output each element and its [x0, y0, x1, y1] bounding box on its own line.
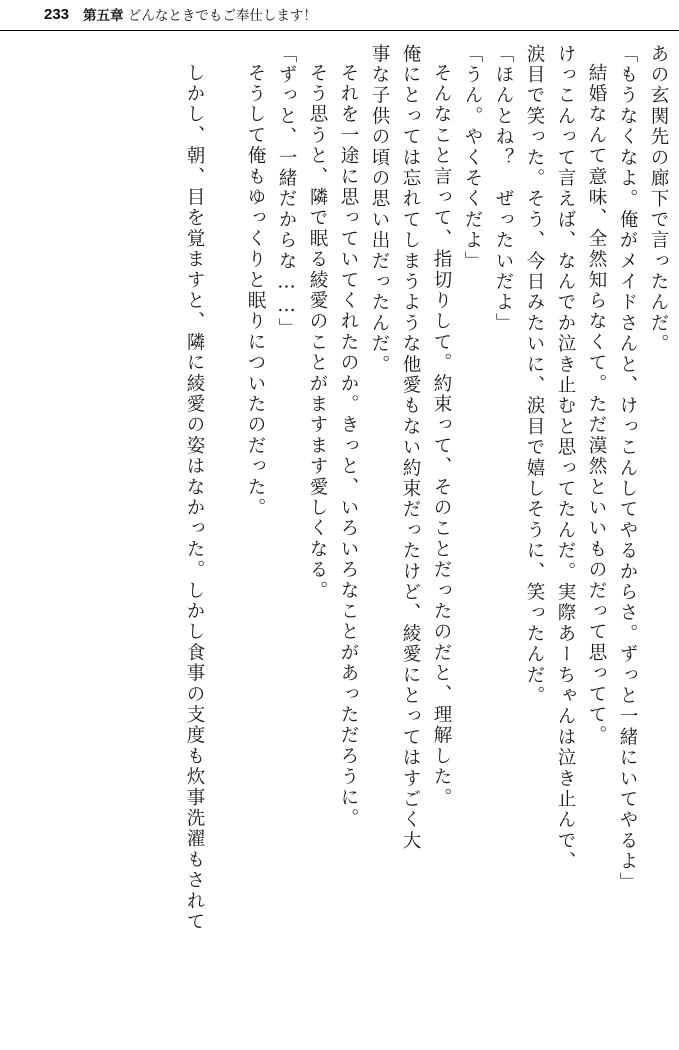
text-column: そう思うと、隣で眠る綾愛のことがますます愛しくなる。 — [307, 63, 328, 602]
text-column: 「もうなくなよ。俺がメイドさんと、けっこんしてやるからさ。ずっと一緒にいてやるよ」 — [617, 44, 638, 893]
text-column: 「ずっと、一緒だからな……」 — [276, 44, 297, 339]
vertical-text-body — [0, 36, 679, 1046]
chapter-heading — [83, 4, 317, 24]
text-column: しかし、朝、目を覚ますと、隣に綾愛の姿はなかった。しかし食事の支度も炊事洗濯もされて — [184, 63, 205, 933]
text-column: 涙目で笑った。そう、今日みたいに、涙目で嬉しそうに、笑ったんだ。 — [524, 44, 545, 707]
chapter-title: どんなときでもご奉仕します！ — [127, 8, 317, 24]
text-column: 俺にとっては忘れてしまうような他愛もない約束だったけど、綾愛にとってはすごく大 — [400, 44, 421, 852]
text-column: そうして俺もゆっくりと眠りについたのだった。 — [245, 63, 266, 519]
text-column: 事な子供の頃の思い出だったんだ。 — [369, 44, 390, 376]
header-divider — [0, 30, 679, 31]
text-column: それを一途に思っていてくれたのか。きっと、いろいろなことがあっただろうに。 — [338, 63, 359, 829]
text-column: あの玄関先の廊下で言ったんだ。 — [648, 44, 669, 355]
running-head — [0, 0, 679, 28]
text-column-blank — [203, 44, 233, 1044]
text-column: 「ほんとね？ ぜったいだよ」 — [493, 44, 514, 334]
text-column: そんなこと言って、指切りして。約束って、そのことだったのだと、理解した。 — [431, 63, 452, 809]
text-column: 「うん。やくそくだよ」 — [462, 44, 483, 272]
text-column: けっこんって言えば、なんでか泣き止むと思ってたんだ。実際あーちゃんは泣き止んで、 — [555, 44, 576, 872]
page-number: 233 — [44, 5, 70, 23]
text-column: 結婚なんて意味、全然知らなくて。ただ漠然といいものだって思ってて。 — [586, 63, 607, 747]
chapter-label: 第五章 — [83, 8, 124, 23]
